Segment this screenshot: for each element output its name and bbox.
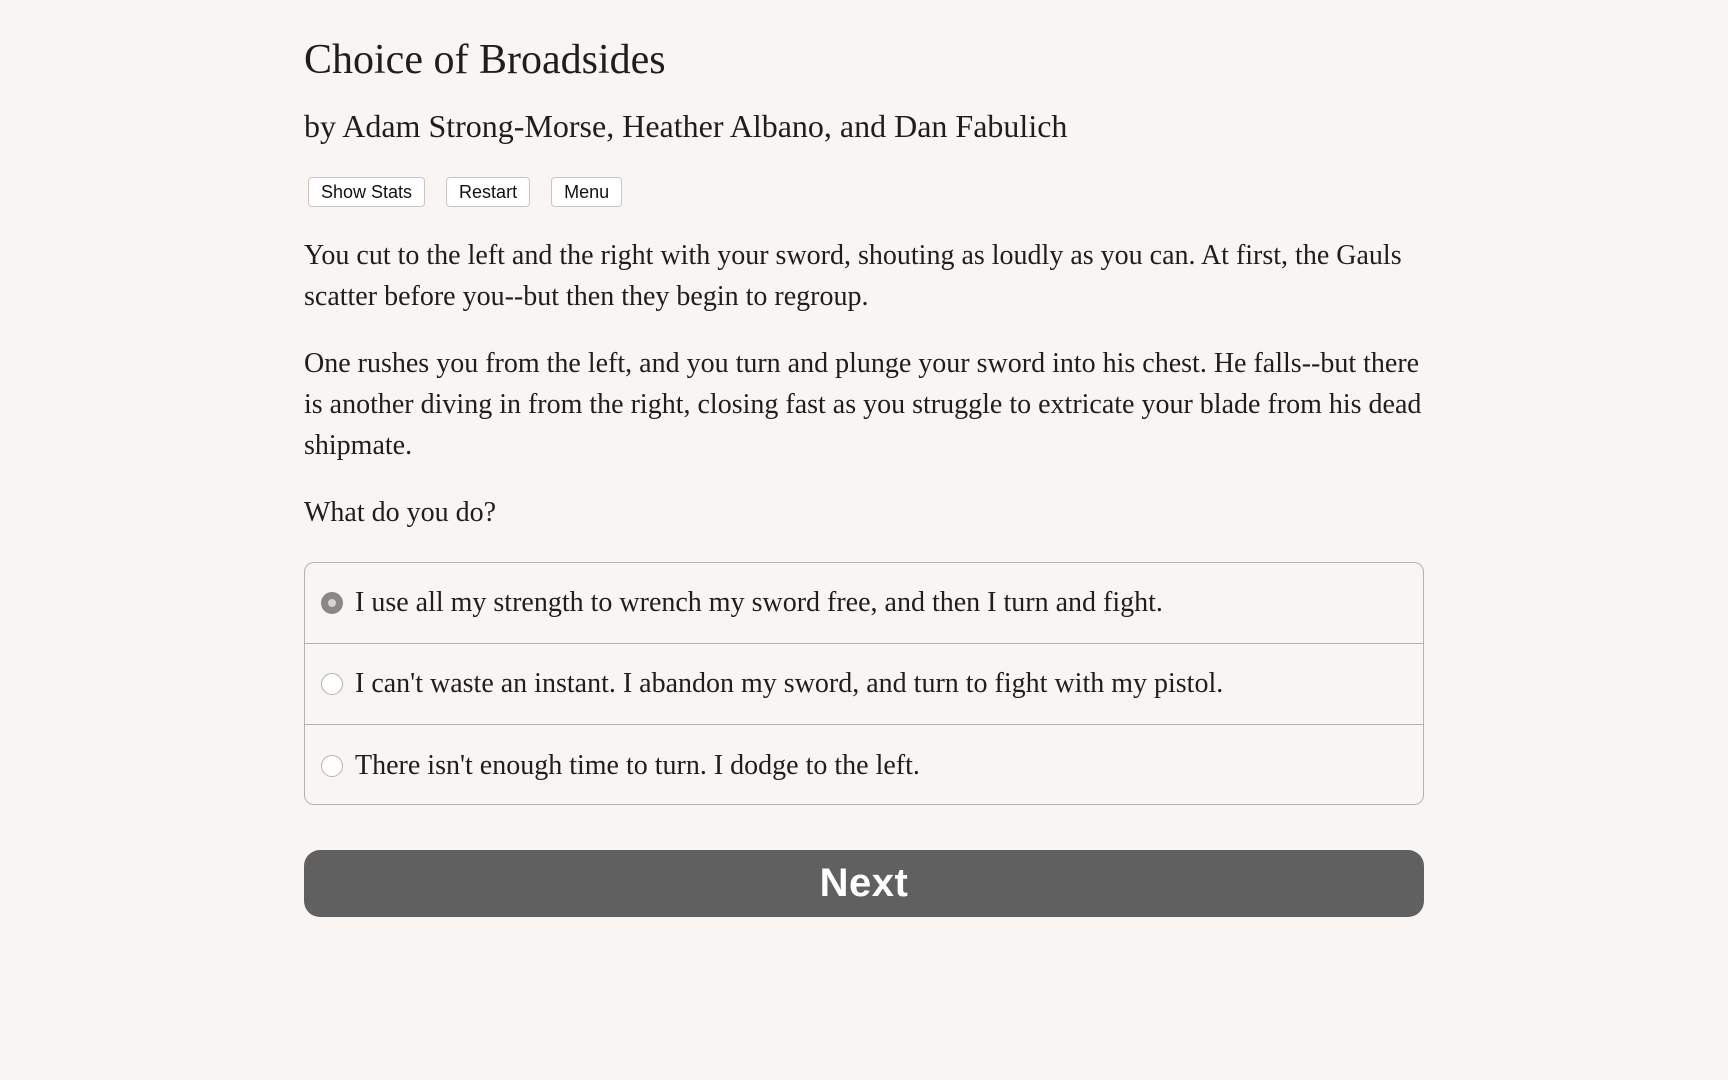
- choice-list: [304, 562, 1424, 805]
- restart-button[interactable]: Restart: [446, 177, 530, 207]
- question-prompt: What do you do?: [304, 497, 497, 528]
- radio-button[interactable]: [321, 673, 343, 695]
- story-paragraph: You cut to the left and the right with your sword, shouting as loudly as you can. At first, the Gauls scatter before you--but then they begin to regroup.: [304, 240, 1402, 312]
- choice-option[interactable]: [305, 725, 1423, 805]
- choice-label: There isn't enough time to turn. I dodge to the left.: [355, 749, 920, 781]
- next-button[interactable]: Next: [304, 850, 1424, 917]
- radio-button[interactable]: [321, 755, 343, 777]
- radio-button-selected[interactable]: [321, 592, 343, 614]
- choice-label: I can't waste an instant. I abandon my sword, and turn to fight with my pistol.: [355, 668, 1224, 699]
- choice-label: I use all my strength to wrench my sword free, and then I turn and fight.: [355, 587, 1163, 618]
- show-stats-button[interactable]: Show Stats: [308, 177, 425, 207]
- toolbar: [308, 177, 643, 207]
- menu-button[interactable]: Menu: [551, 177, 622, 207]
- story-paragraph: One rushes you from the left, and you turn and plunge your sword into his chest. He falls--but there is another diving in from the right, closing fast as you struggle to extricate your blade from his dead shipmate.: [304, 348, 1422, 461]
- choice-option[interactable]: [305, 644, 1423, 725]
- choice-option[interactable]: [305, 563, 1423, 644]
- game-title: Choice of Broadsides: [304, 37, 666, 83]
- game-byline: by Adam Strong-Morse, Heather Albano, and Dan Fabulich: [304, 108, 1068, 144]
